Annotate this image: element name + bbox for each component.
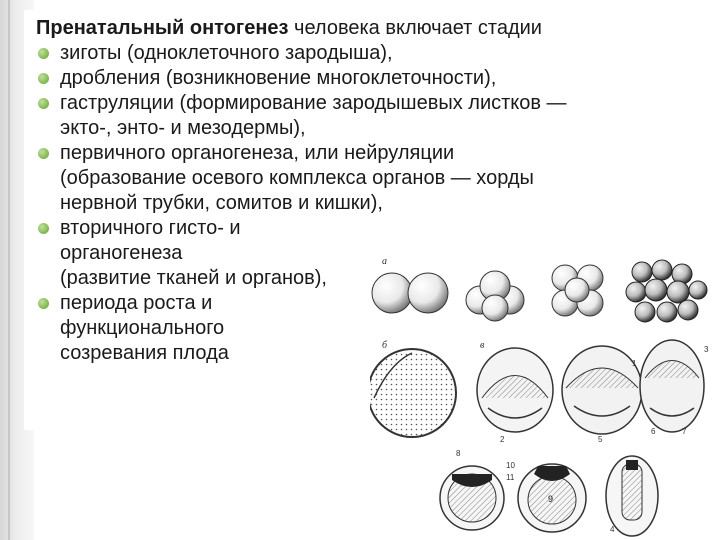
slide-title-bold: Пренатальный онтогенез (36, 17, 289, 39)
gastrula-drawing-2 (562, 346, 642, 444)
bullet-icon (38, 48, 49, 59)
blastula-drawing (370, 349, 456, 437)
figure-number: 5 (598, 435, 603, 444)
slide-title (36, 16, 656, 41)
list-item-line: дробления (возникновение многоклеточности), (60, 67, 497, 89)
cleavage-8-cell (552, 265, 603, 316)
left-strip-line (8, 0, 10, 540)
list-item-line: периода роста и (60, 292, 213, 314)
list-item-line: гаструляции (формирование зародышевых листков — (60, 92, 567, 114)
list-item-line: функционального (60, 317, 225, 339)
list-item-line: (развитие тканей и органов), (60, 267, 327, 289)
cleavage-4-cell (466, 271, 524, 321)
figure-number: 3 (704, 345, 709, 354)
list-item-line: созревания плода (60, 342, 229, 364)
bullet-icon (38, 148, 49, 159)
figure-number: 2 (500, 435, 505, 444)
neurula-drawing-1 (440, 449, 504, 530)
cleavage-morula (626, 260, 707, 322)
slide-title-rest: человека включает стадии (288, 17, 542, 39)
neurula-drawing-2 (506, 461, 586, 532)
bullet-icon (38, 73, 49, 84)
embryo-stages-figure (370, 248, 715, 540)
bullet-icon (38, 298, 49, 309)
cleavage-2-cell (372, 273, 448, 313)
bullet-icon (38, 223, 49, 234)
figure-number: 4 (610, 525, 615, 534)
figure-number: 11 (506, 473, 515, 482)
figure-number: 8 (456, 449, 461, 458)
bullet-icon (38, 98, 49, 109)
list-item-line: органогенеза (60, 242, 183, 264)
figure-number: 7 (682, 427, 687, 436)
list-item-line: вторичного гисто- и (60, 217, 241, 239)
figure-number: 1 (632, 359, 637, 368)
figure-number: 6 (651, 427, 656, 436)
row-label-a: а (382, 256, 387, 267)
figure-number: 9 (548, 494, 554, 504)
row-label-b: б (382, 340, 388, 351)
list-item-line: (образование осевого комплекса органов — хорды (60, 167, 534, 189)
list-item-line: зиготы (одноклеточного зародыша), (60, 42, 393, 64)
figure-number: 10 (506, 461, 515, 470)
list-item (36, 66, 656, 91)
list-item (36, 41, 656, 66)
list-item-line: экто-, энто- и мезодермы), (60, 117, 306, 139)
neurula-drawing-3 (606, 456, 658, 536)
embryo-stages-drawing (370, 248, 715, 540)
list-item (36, 91, 656, 141)
gastrula-drawing-3 (640, 340, 709, 436)
gastrula-drawing-1 (477, 348, 553, 444)
list-item-line: первичного органогенеза, или нейруляции (60, 142, 455, 164)
list-item (36, 141, 656, 216)
list-item-line: нервной трубки, сомитов и кишки), (60, 192, 383, 214)
row-label-c: в (480, 340, 485, 351)
